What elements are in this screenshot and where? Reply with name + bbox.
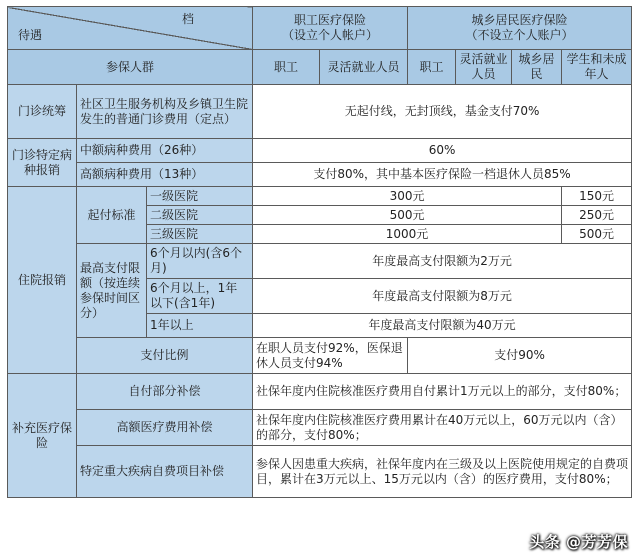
watermark-text: 头条 @芳芳保 [529,533,628,551]
outpatient-value: 无起付线，无封顶线，基金支付70% [253,85,632,139]
header-tier: 档 [182,12,195,26]
inpatient-category: 住院报销 [8,187,77,374]
payment-ratio-employee: 在职人员支付92%，医保退休人员支付94% [253,338,408,374]
outpatient-desc: 社区卫生服务机构及乡镇卫生院发生的普通门诊费用（定点） [77,85,253,139]
payment-ratio-label: 支付比例 [77,338,253,374]
header-treatment: 待遇 [18,28,43,42]
header-insured-group: 参保人群 [8,50,253,85]
header-diagonal-cell [8,7,253,50]
level-student-value: 150元 [562,187,632,206]
supplementary-value: 社保年度内住院核准医疗费用自付累计1万元以上的部分，支付80%； [253,374,632,410]
col-resident-flexible: 灵活就业人员 [456,50,512,85]
header-employee-insurance: 职工医疗保险 （设立个人帐户） [253,7,408,50]
supplementary-value: 参保人因患重大疾病，社保年度内在三级及以上医院使用规定的自费项目，累计在3万元以上、15万元以内（含）的医疗费用，支付80%； [253,446,632,498]
max-period: 6个月以上，1年以下(含1年) [147,279,253,314]
max-limit-label: 最高支付限额（按连续参保时间区分） [77,244,147,338]
deductible-label: 起付标准 [77,187,147,244]
level-name: 一级医院 [147,187,253,206]
max-period: 6个月以内(含6个月) [147,244,253,279]
supplementary-label: 高额医疗费用补偿 [77,410,253,446]
col-urban-rural: 城乡居民 [512,50,562,85]
max-value: 年度最高支付限额为2万元 [253,244,632,279]
max-period: 1年以上 [147,314,253,338]
medical-insurance-table [7,6,632,498]
special-outpatient-category: 门诊特定病种报销 [8,139,77,187]
level-main-value: 500元 [253,206,562,225]
col-employee: 职工 [253,50,320,85]
col-flexible-employee: 灵活就业人员 [320,50,408,85]
level-name: 三级医院 [147,225,253,244]
supplementary-label: 特定重大疾病自费项目补偿 [77,446,253,498]
level-name: 二级医院 [147,206,253,225]
supplementary-category: 补充医疗保险 [8,374,77,498]
outpatient-category: 门诊统筹 [8,85,77,139]
max-value: 年度最高支付限额为8万元 [253,279,632,314]
level-main-value: 300元 [253,187,562,206]
special-moderate-label: 中额病种费用（26种） [77,139,253,163]
special-high-label: 高额病种费用（13种） [77,163,253,187]
header-resident-insurance: 城乡居民医疗保险 （不设立个人账户） [408,7,632,50]
supplementary-value: 社保年度内住院核准医疗费用累计在40万元以上，60万元以内（含）的部分，支付80%； [253,410,632,446]
max-value: 年度最高支付限额为40万元 [253,314,632,338]
special-moderate-value: 60% [253,139,632,163]
special-high-value: 支付80%，其中基本医疗保险一档退休人员85% [253,163,632,187]
col-resident-employee: 职工 [408,50,456,85]
level-main-value: 1000元 [253,225,562,244]
level-student-value: 500元 [562,225,632,244]
level-student-value: 250元 [562,206,632,225]
payment-ratio-resident: 支付90% [408,338,632,374]
supplementary-label: 自付部分补偿 [77,374,253,410]
col-student: 学生和未成年人 [562,50,632,85]
